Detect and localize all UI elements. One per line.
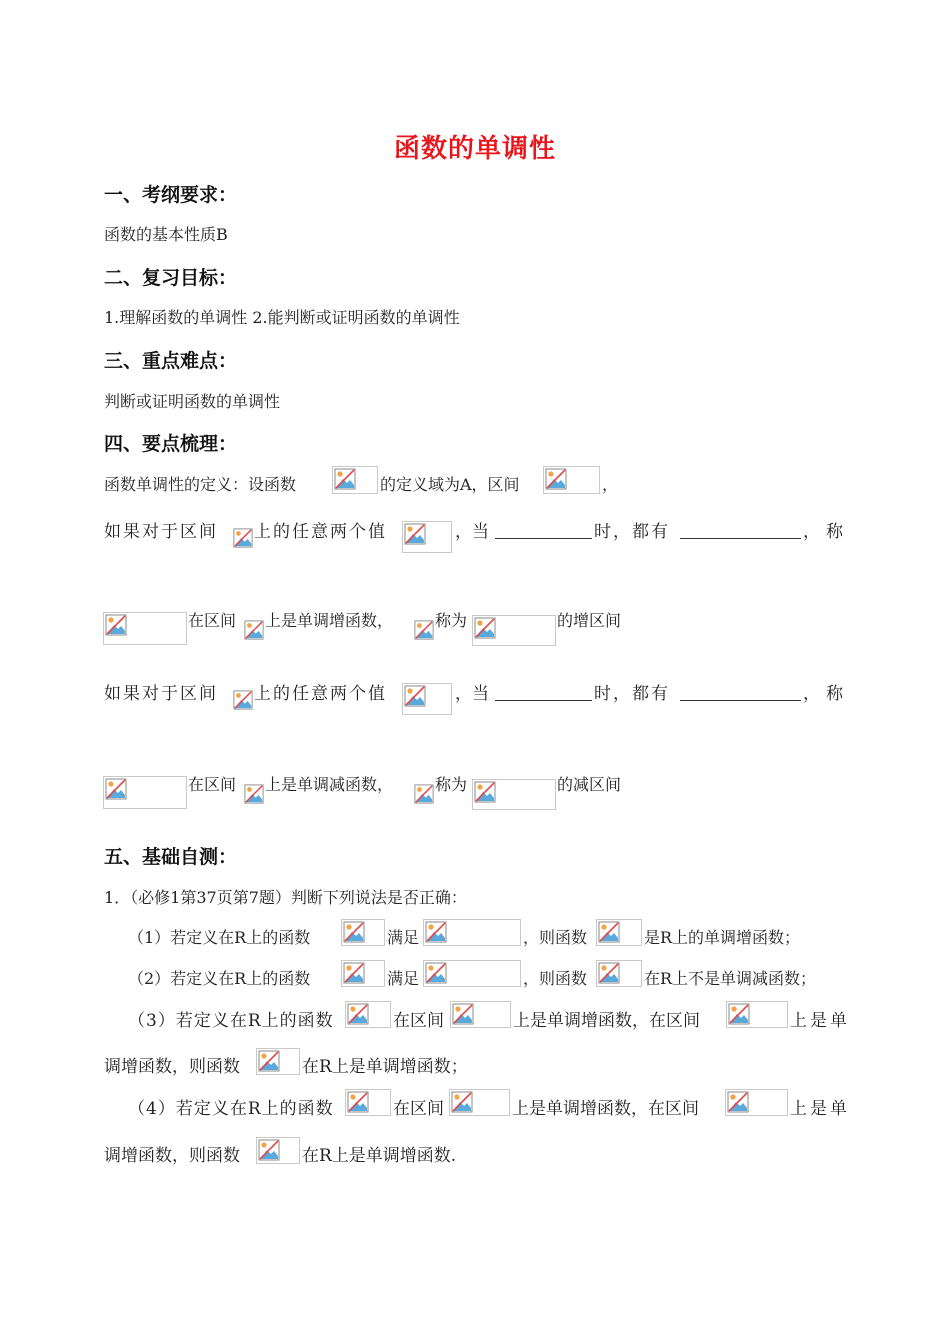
- item-3-text-b: 在区间: [393, 1011, 444, 1031]
- formula-image-i1-fx2: [596, 919, 642, 946]
- section-body-2: 1.理解函数的单调性 2.能判断或证明函数的单调性: [104, 308, 460, 327]
- formula-image-interval-small: [233, 528, 253, 548]
- formula-image-x1x2: [402, 521, 452, 553]
- formula-image-i4-fx: [345, 1089, 391, 1116]
- broken-image-icon: [414, 784, 434, 804]
- def-text-1c: ，: [602, 475, 619, 494]
- broken-image-icon: [347, 1091, 369, 1113]
- item-2-text-c: ，则函数: [523, 969, 588, 988]
- broken-image-icon: [474, 617, 496, 639]
- broken-image-icon: [244, 620, 264, 640]
- item-1-text-a: （1）若定义在R上的函数: [128, 928, 311, 947]
- section-body-3: 判断或证明函数的单调性: [104, 392, 281, 411]
- formula-image-interval-dec-2: [414, 784, 434, 804]
- item-3-text-a: （3）若定义在R上的函数: [128, 1011, 334, 1031]
- dec-text-b: 上的任意两个值: [254, 684, 387, 704]
- item-2-text-a: （2）若定义在R上的函数: [128, 969, 311, 988]
- section-body-1: 函数的基本性质B: [104, 225, 228, 244]
- dec-text-h: 称为: [435, 775, 468, 794]
- item-2-text-b: 满足: [387, 969, 420, 988]
- item-4-text-b: 在区间: [393, 1099, 444, 1119]
- formula-image-i1-cond: [423, 919, 521, 946]
- inc-text-c: ，当: [455, 522, 489, 542]
- formula-image-i4-int1: [449, 1089, 510, 1116]
- item-3-text-d: 上是单: [790, 1011, 850, 1031]
- section-heading-3: 三、重点难点：: [104, 350, 238, 372]
- page-title: 函数的单调性: [393, 134, 556, 164]
- dec-text-i: 的减区间: [557, 775, 622, 794]
- broken-image-icon: [244, 784, 264, 804]
- dec-text-d: 时，都有: [594, 684, 670, 704]
- broken-image-icon: [404, 523, 426, 545]
- item-4-text-a: （4）若定义在R上的函数: [128, 1099, 334, 1119]
- inc-text-d: 时，都有: [594, 522, 670, 542]
- formula-image-fx: [332, 466, 378, 494]
- formula-image-x1x2-dec: [402, 683, 452, 715]
- broken-image-icon: [545, 468, 567, 490]
- broken-image-icon: [452, 1003, 474, 1025]
- formula-image-interval-inc: [244, 620, 264, 640]
- formula-image-i2-cond: [423, 960, 521, 987]
- formula-image-i4-int2: [725, 1089, 788, 1116]
- dec-text-c: ，当: [455, 684, 489, 704]
- broken-image-icon: [105, 778, 127, 800]
- broken-image-icon: [343, 962, 365, 984]
- formula-image-interval: [543, 466, 600, 494]
- broken-image-icon: [334, 468, 356, 490]
- dec-text-f: 在区间: [188, 775, 237, 794]
- item-3-text-e: 调增函数，则函数: [104, 1057, 240, 1077]
- broken-image-icon: [425, 921, 447, 943]
- broken-image-icon: [404, 685, 426, 707]
- inc-blank-condition[interactable]: [495, 520, 592, 539]
- dec-text-g: 上是单调减函数，: [265, 775, 394, 794]
- dec-blank-result[interactable]: [680, 682, 801, 701]
- question-1: 1．（必修1第37页第7题）判断下列说法是否正确：: [104, 888, 467, 907]
- formula-image-interval-small-dec: [233, 690, 253, 710]
- formula-image-i2-fx: [341, 960, 385, 987]
- inc-text-g: 上是单调增函数，: [265, 611, 394, 630]
- formula-image-i2-fx2: [596, 960, 642, 987]
- dec-blank-condition[interactable]: [495, 682, 592, 701]
- broken-image-icon: [425, 962, 447, 984]
- item-4-text-e: 调增函数，则函数: [104, 1146, 240, 1166]
- broken-image-icon: [258, 1050, 280, 1072]
- broken-image-icon: [598, 921, 620, 943]
- item-1-text-d: 是R上的单调增函数；: [644, 928, 801, 947]
- broken-image-icon: [233, 690, 253, 710]
- formula-image-i4-fx2: [256, 1137, 300, 1164]
- item-4-text-d: 上是单: [790, 1099, 850, 1119]
- broken-image-icon: [727, 1091, 749, 1113]
- inc-blank-result[interactable]: [680, 520, 801, 539]
- item-3-text-c: 上是单调增函数，在区间: [513, 1011, 700, 1031]
- section-heading-1: 一、考纲要求：: [104, 184, 238, 206]
- broken-image-icon: [258, 1139, 280, 1161]
- item-2-text-d: 在R上不是单调减函数；: [644, 969, 817, 988]
- broken-image-icon: [474, 781, 496, 803]
- formula-image-interval-dec: [244, 784, 264, 804]
- formula-image-fx-inc: [103, 612, 187, 645]
- broken-image-icon: [347, 1003, 369, 1025]
- def-text-1a: 函数单调性的定义：设函数: [104, 475, 297, 494]
- def-line-1: [104, 472, 296, 495]
- section-heading-5: 五、基础自测：: [104, 846, 238, 868]
- dec-text-e: ，称: [803, 684, 849, 704]
- dec-text-a: 如果对于区间: [104, 684, 218, 704]
- inc-text-b: 上的任意两个值: [254, 522, 387, 542]
- broken-image-icon: [233, 528, 253, 548]
- inc-text-i: 的增区间: [557, 611, 622, 630]
- section-heading-4: 四、要点梳理：: [104, 433, 238, 455]
- section-heading-2: 二、复习目标：: [104, 267, 238, 289]
- inc-text-a: 如果对于区间: [104, 522, 218, 542]
- inc-text-h: 称为: [435, 611, 468, 630]
- item-4-text-c: 上是单调增函数，在区间: [512, 1099, 699, 1119]
- inc-text-f: 在区间: [188, 611, 237, 630]
- item-4-text-f: 在R上是单调增函数.: [302, 1146, 457, 1166]
- broken-image-icon: [451, 1091, 473, 1113]
- item-3-text-f: 在R上是单调增函数；: [302, 1057, 468, 1077]
- item-1-text-b: 满足: [387, 928, 420, 947]
- formula-image-fx-inc-2: [472, 615, 556, 646]
- formula-image-fx-dec: [103, 776, 187, 809]
- item-1-text-c: ，则函数: [523, 928, 588, 947]
- broken-image-icon: [105, 614, 127, 636]
- broken-image-icon: [598, 962, 620, 984]
- broken-image-icon: [414, 620, 434, 640]
- def-text-1b: 的定义域为A，区间: [380, 475, 520, 494]
- formula-image-i3-fx2: [256, 1048, 300, 1075]
- broken-image-icon: [728, 1003, 750, 1025]
- formula-image-i3-int2: [726, 1001, 788, 1028]
- formula-image-interval-inc-2: [414, 620, 434, 640]
- formula-image-i3-fx: [345, 1001, 391, 1028]
- formula-image-fx-dec-2: [472, 779, 556, 810]
- broken-image-icon: [343, 921, 365, 943]
- formula-image-i1-fx: [341, 919, 385, 946]
- formula-image-i3-int1: [450, 1001, 511, 1028]
- inc-text-e: ，称: [803, 522, 849, 542]
